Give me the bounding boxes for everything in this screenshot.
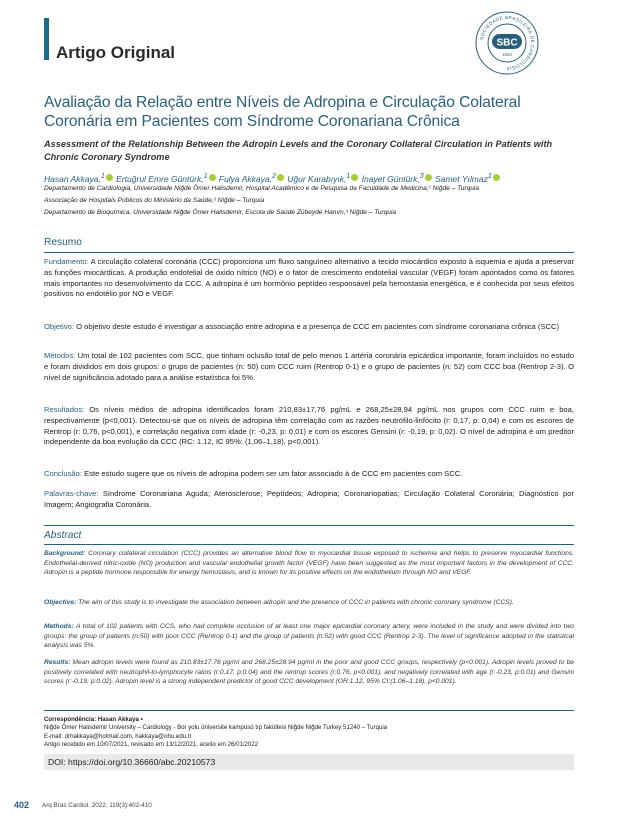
resumo-divider [44, 252, 574, 253]
orcid-icon[interactable] [425, 174, 432, 181]
resumo-resultados [44, 405, 574, 448]
correspondence-block [44, 716, 564, 749]
conclusao-label: Conclusão: [44, 469, 82, 478]
results-label: Results: [44, 659, 71, 666]
resumo-conclusao [44, 469, 574, 480]
objective-text: The aim of this study is to investigate the association between adropin and the presence of CCC in patients with chronic coronary syndrome (CCS). [78, 599, 514, 606]
sbc-logo-icon [474, 10, 540, 76]
objective-label: Objective: [44, 599, 77, 606]
resultados-text: Os níveis médios de adropina identificados foram 210,83±17,76 pg/mL e 268,25±28,94 pg/mL nos grupos com CCC ruim e boa, respectivamente (p<0,001). Detectou-se que os níveis de adropina têm correlação com as razões neutrófilo-linfócito (r: 0,17, p: 0,04) e com os escores de Rentrop (r: 0,76, p<0,001), e correlação negativa com idade (r: -0,23, p: 0,01) e com os escores Gensini (r: -0,19, p: 0,02). O nível de adropina é um preditor independente da boa evolução da CCC (RC: 1.12, IC 95%: (1,06–1,18), p<0,001). [44, 405, 574, 447]
article-dates: Artigo recebido em 10/07/2021, revisado em 13/12/2021, aceito em 26/01/2022 [44, 740, 259, 748]
correspondence-address: Niğde Ömer Halisdemir University – Cardiology - Bor yolu üniversite kampüsü tıp fakültesi Niğde Niğde Turkey 51240 – Turquia [44, 724, 388, 732]
affiliation: Associação de Hospitais Públicos do Ministério da Saúde,² Niğde – Turquia [44, 197, 265, 204]
abstract-heading: Abstract [44, 530, 82, 541]
affiliation: Departamento de Cardiologia, Universidade Niğde Ömer Halisdemir, Hospital Acadêmico e de Pesquisa da Faculdade de Medicina,¹ Niğde – Turquia [44, 185, 480, 192]
section-label: Artigo Original [56, 43, 175, 62]
abstract-results [44, 658, 574, 687]
resultados-label: Resultados: [44, 405, 85, 414]
logo-year: 1943 [502, 52, 512, 57]
author-name[interactable]: Fulya Akkaya,$^2$ [219, 174, 285, 184]
article-title: Avaliação da Relação entre Níveis de Adropina e Circulação Colateral Coronária em Pacientes com Síndrome Coronariana Crônica [44, 94, 521, 130]
fundamento-text: A circulação colateral coronária (CCC) proporciona um fluxo sanguíneo alternativo a tecido miocárdico exposto à isquemia e ajuda a preservar as funções miocárdicas. A produção endotelial de óxido nítrico (NO) e o fator de crescimento endotelial vascular (VEGF) foram apontados como os fatores mais importantes no desenvolvimento da CCC. A adropina é um hormônio peptídeo responsável pela hemostasia energética, e é conhecida por seus efeitos positivos no endotélio por NO e VEGF. [44, 257, 575, 299]
resumo-palavras-chave [44, 489, 574, 511]
affiliation: Departamento de Bioquímica, Universidade Niğde Ömer Halisdemir, Escola de Saúde Zübeyde Hanım,³ Niğde – Turquia [44, 209, 397, 216]
abstract-top-divider [44, 525, 574, 526]
fundamento-label: Fundamento: [44, 257, 89, 266]
author-name[interactable]: Uğur Karabıyık,$^1$ [287, 174, 359, 184]
logo-center-text: SBC [496, 37, 518, 49]
methods-label: Methods: [44, 623, 74, 630]
correspondence-email[interactable]: E-mail: drhakkaya@hotmail.com, hakkaya@ohu.edu.tr [44, 732, 192, 740]
author-name[interactable]: Ertuğrul Emre Güntürk,$^1$ [116, 174, 216, 184]
resumo-heading: Resumo [44, 237, 82, 248]
abstract-methods [44, 622, 574, 651]
palavras-chave-label: Palavras-chave: [44, 489, 99, 498]
background-text: Coronary collateral circulation (CCC) provides an alternative blood flow to myocardial tissue exposed to ischemia and helps to preserve myocardial functions. Endothelial-derived nitric-oxide (NO) production and vascular endothelial growth factor (VEGF) have been suggested as the most important factors in the development of CCC. Adropin is a peptide hormone responsible for energy hemostasis, and is known for its positive effects on the endothelium through NO and VEGF. [44, 550, 574, 577]
author-list [44, 171, 604, 185]
orcid-icon[interactable] [493, 174, 500, 181]
resumo-fundamento [44, 257, 574, 300]
methods-text: A total of 102 patients with CCS, who had complete occlusion of at least one major epicardial coronary artery, were included in the study and were divided into two groups: the group of patients (n:50) with poor CCC (Rentrop 0-1) and the group of patients (n:52) with good CCC (Rentrop 2-3). The level of significance adopted in the statistical analysis was 5%. [44, 623, 575, 650]
logo-ring-text: SOCIEDADE BRASILEIRA DE CARDIOLOGIA [479, 14, 536, 72]
orcid-icon[interactable] [106, 174, 113, 181]
objetivo-text: O objetivo deste estudo é investigar a associação entre adropina e a presença de CCC em pacientes com síndrome coronariana crônica (SCC) [76, 322, 559, 331]
section-accent-bar [44, 18, 49, 60]
abstract-background [44, 549, 574, 578]
objetivo-label: Objetivo: [44, 322, 74, 331]
results-text: Mean adropin levels were found as 210.83±17.76 pg/ml and 268.25±28.94 pg/ml in the poor and good CCC groups, respectively (p<0.001). Adropin levels proved to be positively correlated with neutrophil-to-lymphocyte ratios (r:0.17, p:0.04) and the rentrop scores (r:0.76, p<0.001), and negatively correlated with age (r:-0.23, p:0.01) and Gensini scores (r:-0.19, p:0.02). Adropin level is a strong independent predictor of good CCC development (OR:1.12, 95% CI:(1.06–1.18), p<0.001). [44, 659, 575, 686]
page-number: 402 [14, 800, 30, 810]
correspondence-author: Correspondência: Hasan Akkaya • [44, 716, 143, 723]
correspondence-divider [44, 710, 574, 711]
article-title-english: Assessment of the Relationship Between the Adropin Levels and the Coronary Collateral Circulation in Patients with Chronic Coronary Syndrome [44, 139, 553, 162]
conclusao-text: Este estudo sugere que os níveis de adropina podem ser um fator associado à de CCC em pacientes com SCC. [84, 469, 463, 478]
background-label: Background: [44, 550, 86, 557]
author-name[interactable]: İnayet Güntürk,$^3$ [362, 174, 433, 184]
orcid-icon[interactable] [351, 174, 358, 181]
resumo-metodos [44, 351, 574, 383]
author-name[interactable]: Samet Yılmaz$^1$ [435, 174, 501, 184]
doi-link[interactable]: DOI: https://doi.org/10.36660/abc.20210573 [44, 754, 574, 770]
author-name[interactable]: Hasan Akkaya,$^1$ [44, 174, 114, 184]
palavras-chave-text: Síndrome Coronariana Aguda; Aterosclerose; Peptídeos; Adropina; Coronariopatias; Circulação Colateral Coronária; Diagnóstico por Imagem; Angiografia Coronária. [44, 489, 574, 509]
journal-reference: Arq Bras Cardiol. 2022; 119(3):402-410 [42, 802, 152, 809]
metodos-text: Um total de 102 pacientes com SCC, que tinham oclusão total de pelo menos 1 artéria coronária epicárdica importante, foram incluídos no estudo e foram divididos em dois grupos: o grupo de pacientes (n: 50) com CCC ruim (Rentrop 0-1) e o grupo de pacientes (n: 52) com CCC boa (Rentrop 2-3). O nível de significância adotado para a análise estatística foi 5%. [44, 351, 574, 382]
orcid-icon[interactable] [277, 174, 284, 181]
abstract-objective [44, 598, 574, 608]
metodos-label: Métodos: [44, 351, 76, 360]
abstract-divider [44, 544, 574, 545]
resumo-objetivo [44, 322, 574, 333]
orcid-icon[interactable] [209, 174, 216, 181]
